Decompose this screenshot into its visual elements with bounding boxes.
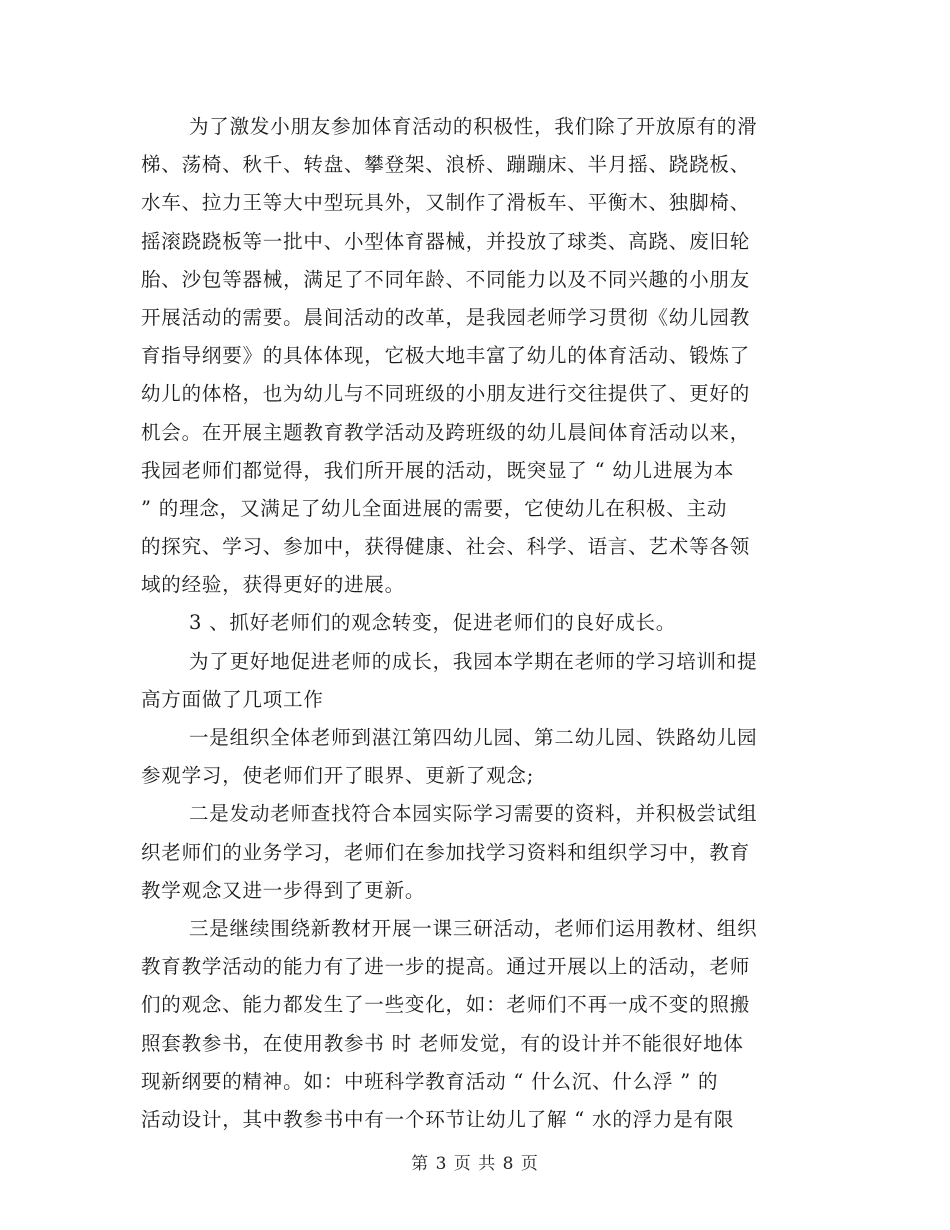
text-line: 育指导纲要》的具体体现，它极大地丰富了幼儿的体育活动、锻炼了 [141,344,751,368]
text-line: 照套教参书，在使用教参书 时 老师发觉，有的设计并不能很好地体 [141,1031,744,1055]
page-number-footer: 第 3 页 共 8 页 [411,1154,539,1174]
text-line: 现新纲要的精神。如：中班科学教育活动 “ 什么沉、什么浮 ” 的 [141,1069,719,1093]
text-line: 幼儿的体格，也为幼儿与不同班级的小朋友进行交往提供了、更好的 [141,382,751,406]
text-line: 摇滚跷跷板等一批中、小型体育器械，并投放了球类、高跷、废旧轮 [141,229,751,253]
text-line: 梯、荡椅、秋千、转盘、攀登架、浪桥、蹦蹦床、半月摇、跷跷板、 [141,153,751,177]
text-line: 水车、拉力王等大中型玩具外，又制作了滑板车、平衡木、独脚椅、 [141,191,751,215]
section-heading: 3 、抓好老师们的观念转变，促进老师们的良好成长。 [189,611,677,635]
text-line: 为了激发小朋友参加体育活动的积极性，我们除了开放原有的滑 [189,115,758,138]
text-line: 们的观念、能力都发生了一些变化，如：老师们不再一成不变的照搬 [141,993,751,1017]
text-line: 的探究、学习、参加中，获得健康、社会、科学、语言、艺术等各领 [141,535,751,559]
text-line: ” 的理念，又满足了幼儿全面进展的需要，它使幼儿在积极、主动 [141,496,728,520]
text-line: 活动设计，其中教参书中有一个环节让幼儿了解 “ 水的浮力是有限 [141,1107,735,1131]
text-line: 参观学习，使老师们开了眼界、更新了观念; [141,764,535,788]
text-line: 机会。在开展主题教育教学活动及跨班级的幼儿晨间体育活动以来， [141,420,751,444]
text-line: 三是继续围绕新教材开展一课三研活动，老师们运用教材、组织 [189,916,758,940]
text-line: 一是组织全体老师到湛江第四幼儿园、第二幼儿园、铁路幼儿园 [189,726,758,749]
text-line: 开展活动的需要。晨间活动的改革，是我园老师学习贯彻《幼儿园教 [141,305,751,329]
text-line: 高方面做了几项工作 [141,687,324,711]
text-line: 域的经验，获得更好的进展。 [141,573,405,597]
text-line: 教育教学活动的能力有了进一步的提高。通过开展以上的活动，老师 [141,955,751,979]
text-line: 为了更好地促进老师的成长，我园本学期在老师的学习培训和提 [189,649,758,673]
text-line: 二是发动老师查找符合本园实际学习需要的资料，并积极尝试组 [189,802,758,826]
text-line: 教学观念又进一步得到了更新。 [141,878,426,902]
text-line: 织老师们的业务学习，老师们在参加找学习资料和组织学习中，教育 [141,840,751,864]
text-line: 胎、沙包等器械，满足了不同年龄、不同能力以及不同兴趣的小朋友 [141,267,751,291]
body-text [141,108,801,1139]
text-line: 我园老师们都觉得，我们所开展的活动，既突显了 “ 幼儿进展为本 [141,458,735,482]
